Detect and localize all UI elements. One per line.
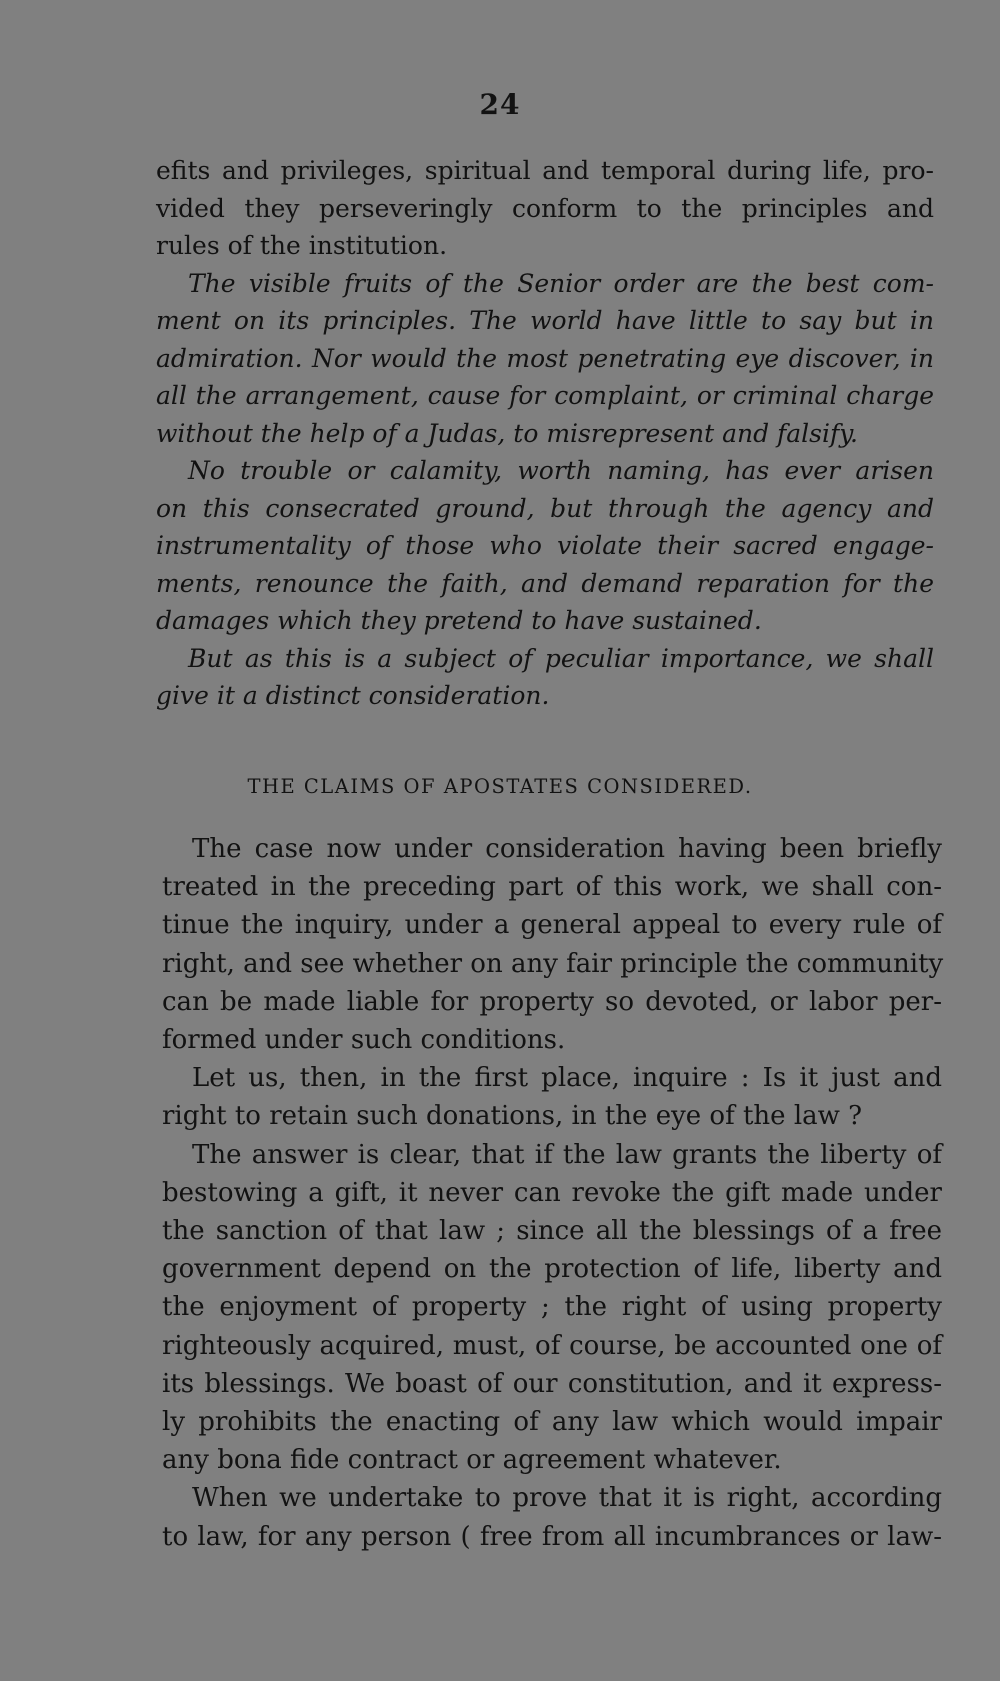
text-line: without the help of a Judas, to misrepresent and falsify. xyxy=(156,418,859,448)
text-line: treated in the preceding part of this work, we shall con- xyxy=(162,872,942,903)
text-line: The visible fruits of the Senior order are the best com- xyxy=(188,268,934,298)
text-line: ly prohibits the enacting of any law which would impair xyxy=(162,1407,942,1438)
text-line: right, and see whether on any fair principle the community xyxy=(162,948,944,979)
paragraph xyxy=(162,830,942,1059)
paragraph xyxy=(162,1059,942,1135)
upper-text-block xyxy=(156,152,934,715)
text-line: No trouble or calamity, worth naming, has ever arisen xyxy=(188,456,934,485)
text-line: The answer is clear, that if the law grants the liberty of xyxy=(192,1139,942,1170)
text-line: righteously acquired, must, of course, be accounted one of xyxy=(162,1330,942,1361)
lower-text-block xyxy=(162,830,942,1556)
paragraph xyxy=(156,152,934,265)
text-line: ments, renounce the faith, and demand reparation for the xyxy=(156,568,934,598)
text-line: efits and privileges, spiritual and temporal during life, pro- xyxy=(156,156,934,185)
page-number: 24 xyxy=(479,88,521,121)
text-line: all the arrangement, cause for complaint, or criminal charge xyxy=(156,381,934,410)
text-line: on this consecrated ground, but through the agency and xyxy=(156,493,934,523)
paragraph xyxy=(162,1136,942,1480)
text-line: its blessings. We boast of our constitution, and it express- xyxy=(162,1368,942,1399)
text-line: The case now under consideration having been briefly xyxy=(192,834,942,864)
text-line: But as this is a subject of peculiar importance, we shall xyxy=(188,643,934,673)
italic-paragraph xyxy=(156,640,934,715)
text-line: the enjoyment of property ; the right of using property xyxy=(162,1292,942,1323)
text-line: When we undertake to prove that it is right, according xyxy=(192,1483,942,1514)
text-line: Let us, then, in the first place, inquire : Is it just and xyxy=(192,1063,942,1094)
text-line: formed under such conditions. xyxy=(162,1025,566,1056)
text-line: any bona fide contract or agreement whatever. xyxy=(162,1445,782,1476)
text-line: the sanction of that law ; since all the blessings of a free xyxy=(162,1216,942,1247)
text-line: damages which they pretend to have sustained. xyxy=(156,606,762,635)
italic-paragraph xyxy=(156,452,934,640)
text-line: right to retain such donations, in the eye of the law ? xyxy=(162,1101,863,1132)
text-line: give it a distinct consideration. xyxy=(156,681,550,710)
text-line: instrumentality of those who violate their sacred engage- xyxy=(156,531,934,560)
italic-paragraph xyxy=(156,265,934,453)
text-line: vided they perseveringly conform to the principles and xyxy=(156,193,934,223)
text-line: government depend on the protection of life, liberty and xyxy=(162,1254,942,1285)
text-line: ment on its principles. The world have little to say but in xyxy=(156,306,934,335)
text-line: rules of the institution. xyxy=(156,231,448,260)
text-line: admiration. Nor would the most penetrating eye discover, in xyxy=(156,343,934,373)
text-line: can be made liable for property so devoted, or labor per- xyxy=(162,986,942,1017)
section-heading: THE CLAIMS OF APOSTATES CONSIDERED. xyxy=(247,775,753,798)
text-line: bestowing a gift, it never can revoke the gift made under xyxy=(162,1177,942,1208)
text-line: tinue the inquiry, under a general appeal to every rule of xyxy=(162,910,942,941)
text-line: to law, for any person ( free from all incumbrances or law- xyxy=(162,1521,942,1552)
paragraph xyxy=(162,1479,942,1555)
